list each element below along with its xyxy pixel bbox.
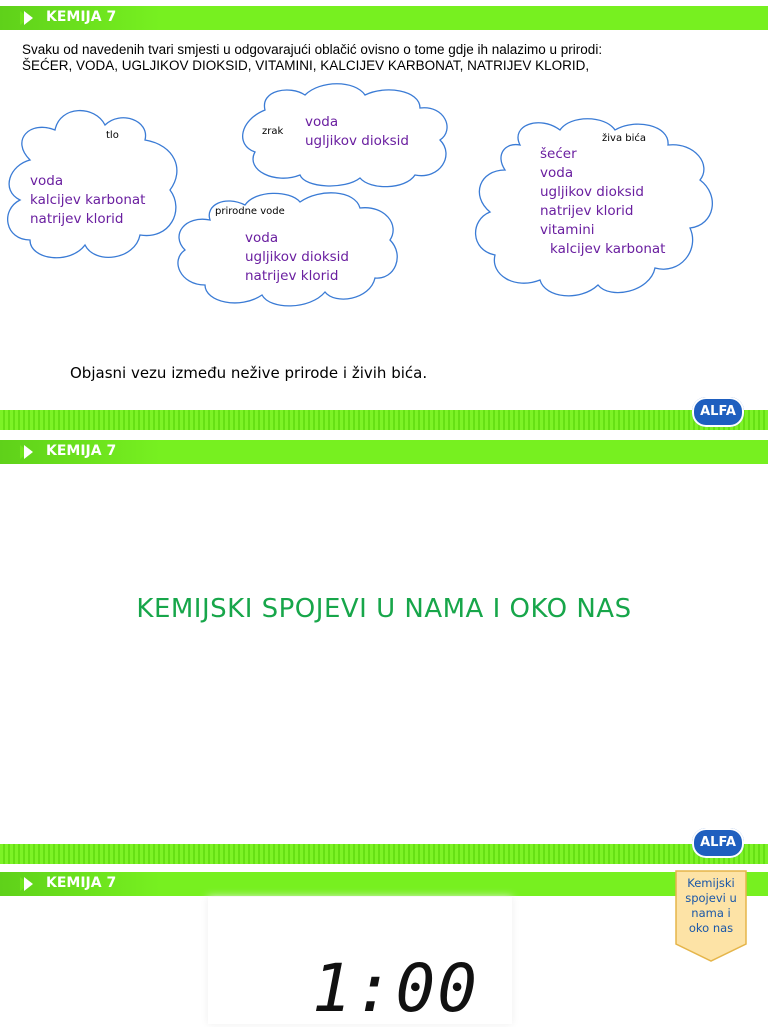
chevron-icon xyxy=(24,877,33,891)
slide-header xyxy=(0,872,768,896)
header-title: KEMIJA 7 xyxy=(46,443,117,459)
publisher-logo: ALFA xyxy=(692,397,744,427)
slide-1 xyxy=(0,0,768,432)
cloud-label-ziva-bica: živa bića xyxy=(602,133,647,144)
slide-header xyxy=(0,440,768,464)
slide-title: KEMIJSKI SPOJEVI U NAMA I OKO NAS xyxy=(136,594,632,624)
cloud-label-zrak: zrak xyxy=(262,126,284,137)
countdown-timer: 1:00 xyxy=(312,950,479,1027)
publisher-logo: ALFA xyxy=(692,828,744,858)
chevron-icon xyxy=(24,445,33,459)
cloud-items-zrak: voda ugljikov dioksid xyxy=(305,114,410,149)
cloud-items-tlo: voda kalcijev karbonat natrijev klorid xyxy=(30,173,146,227)
question-text: Objasni vezu između nežive prirode i živih bića. xyxy=(70,364,428,382)
footer-stripes xyxy=(0,410,768,430)
slide-header xyxy=(0,6,768,30)
slide-2 xyxy=(0,434,768,866)
header-title: KEMIJA 7 xyxy=(46,875,117,891)
footer-stripes xyxy=(0,844,768,864)
chevron-icon xyxy=(24,11,33,25)
cloud-label-prirodne-vode: prirodne vode xyxy=(215,206,285,217)
bookmark-tag-text: Kemijski spojevi u nama i oko nas xyxy=(685,876,737,935)
cloud-items-prirodne-vode: voda ugljikov dioksid natrijev klorid xyxy=(245,230,350,284)
cloud-items-ziva-bica: šećer voda ugljikov dioksid natrijev klorid vitamini kalcijev karbonat xyxy=(540,146,666,257)
cloud-label-tlo: tlo xyxy=(106,130,119,141)
instruction-text: Svaku od navedenih tvari smjesti u odgovarajući oblačić ovisno o tome gdje ih nalazimo u prirodi: ŠEĆER, VODA, UGLJIKOV DIOKSID, VITAMINI, KALCIJEV KARBONAT, NATRIJEV KLORID, xyxy=(22,42,603,73)
header-title: KEMIJA 7 xyxy=(46,9,117,25)
